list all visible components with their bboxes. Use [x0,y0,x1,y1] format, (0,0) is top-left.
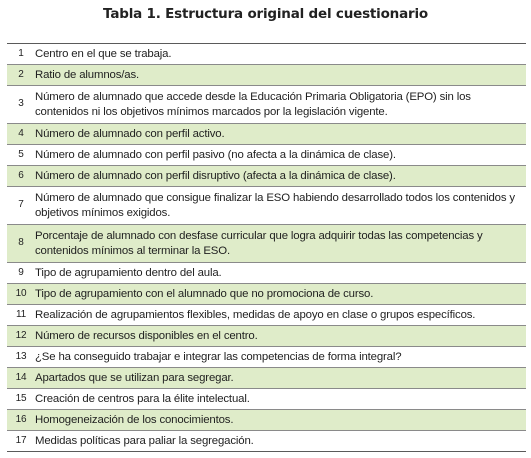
row-text: Tipo de agrupamiento dentro del aula. [35,266,222,279]
row-number: 5 [18,148,24,160]
row-number: 2 [18,68,24,80]
row-number: 14 [15,371,27,383]
row-text: Número de alumnado con perfil activo. [35,127,225,140]
row-number: 9 [18,266,24,278]
row-text: Número de alumnado que consigue finalizar la ESO habiendo desarrollado todos los contenidos y objetivos mínimos exigidos. [35,192,515,219]
row-number: 4 [18,127,24,139]
table-row [7,225,526,263]
row-text: Medidas políticas para paliar la segregación. [35,434,254,447]
row-number: 17 [15,434,27,446]
table-row [7,347,526,368]
table-row [7,187,526,225]
table-row [7,368,526,389]
row-number: 13 [15,350,27,362]
table-row [7,86,526,124]
row-text: Número de alumnado con perfil disruptivo (afecta a la dinámica de clase). [35,169,396,182]
row-number: 3 [18,98,24,110]
table-row [7,305,526,326]
table-title: Tabla 1. Estructura original del cuestionario [103,6,428,22]
row-number: 7 [18,199,24,211]
table-row [7,389,526,410]
row-text: Creación de centros para la élite intelectual. [35,392,250,405]
row-text: ¿Se ha conseguido trabajar e integrar las competencias de forma integral? [35,350,402,363]
row-number: 12 [15,329,27,341]
table-row [7,44,526,65]
row-text: Número de recursos disponibles en el centro. [35,329,258,342]
table-row [7,326,526,347]
table-row [7,145,526,166]
row-text: Homogeneización de los conocimientos. [35,413,234,426]
table-row [7,124,526,145]
row-text: Ratio de alumnos/as. [35,68,140,81]
row-number: 15 [15,392,27,404]
table-row [7,166,526,187]
row-text: Centro en el que se trabaja. [35,47,172,60]
row-number: 10 [15,287,27,299]
row-text: Realización de agrupamientos flexibles, medidas de apoyo en clase o grupos específicos. [35,308,476,321]
row-text: Número de alumnado que accede desde la Educación Primaria Obligatoria (EPO) sin los contenidos ni los objetivos mínimos marcados por la legislación vigente. [35,91,471,118]
row-number: 8 [18,237,24,249]
table-row [7,284,526,305]
table-row [7,263,526,284]
row-text: Tipo de agrupamiento con el alumnado que no promociona de curso. [35,287,374,300]
row-number: 6 [18,169,24,181]
row-text: Porcentaje de alumnado con desfase curricular que logra adquirir todas las competencias y contenidos mínimos al terminar la ESO. [35,230,483,257]
row-text: Número de alumnado con perfil pasivo (no afecta a la dinámica de clase). [35,148,396,161]
row-number: 11 [15,308,27,320]
row-text: Apartados que se utilizan para segregar. [35,371,234,384]
table-row [7,410,526,431]
row-number: 1 [18,47,24,59]
questionnaire-table [7,43,526,452]
row-number: 16 [15,413,27,425]
table-row [7,431,526,452]
table-row [7,65,526,86]
